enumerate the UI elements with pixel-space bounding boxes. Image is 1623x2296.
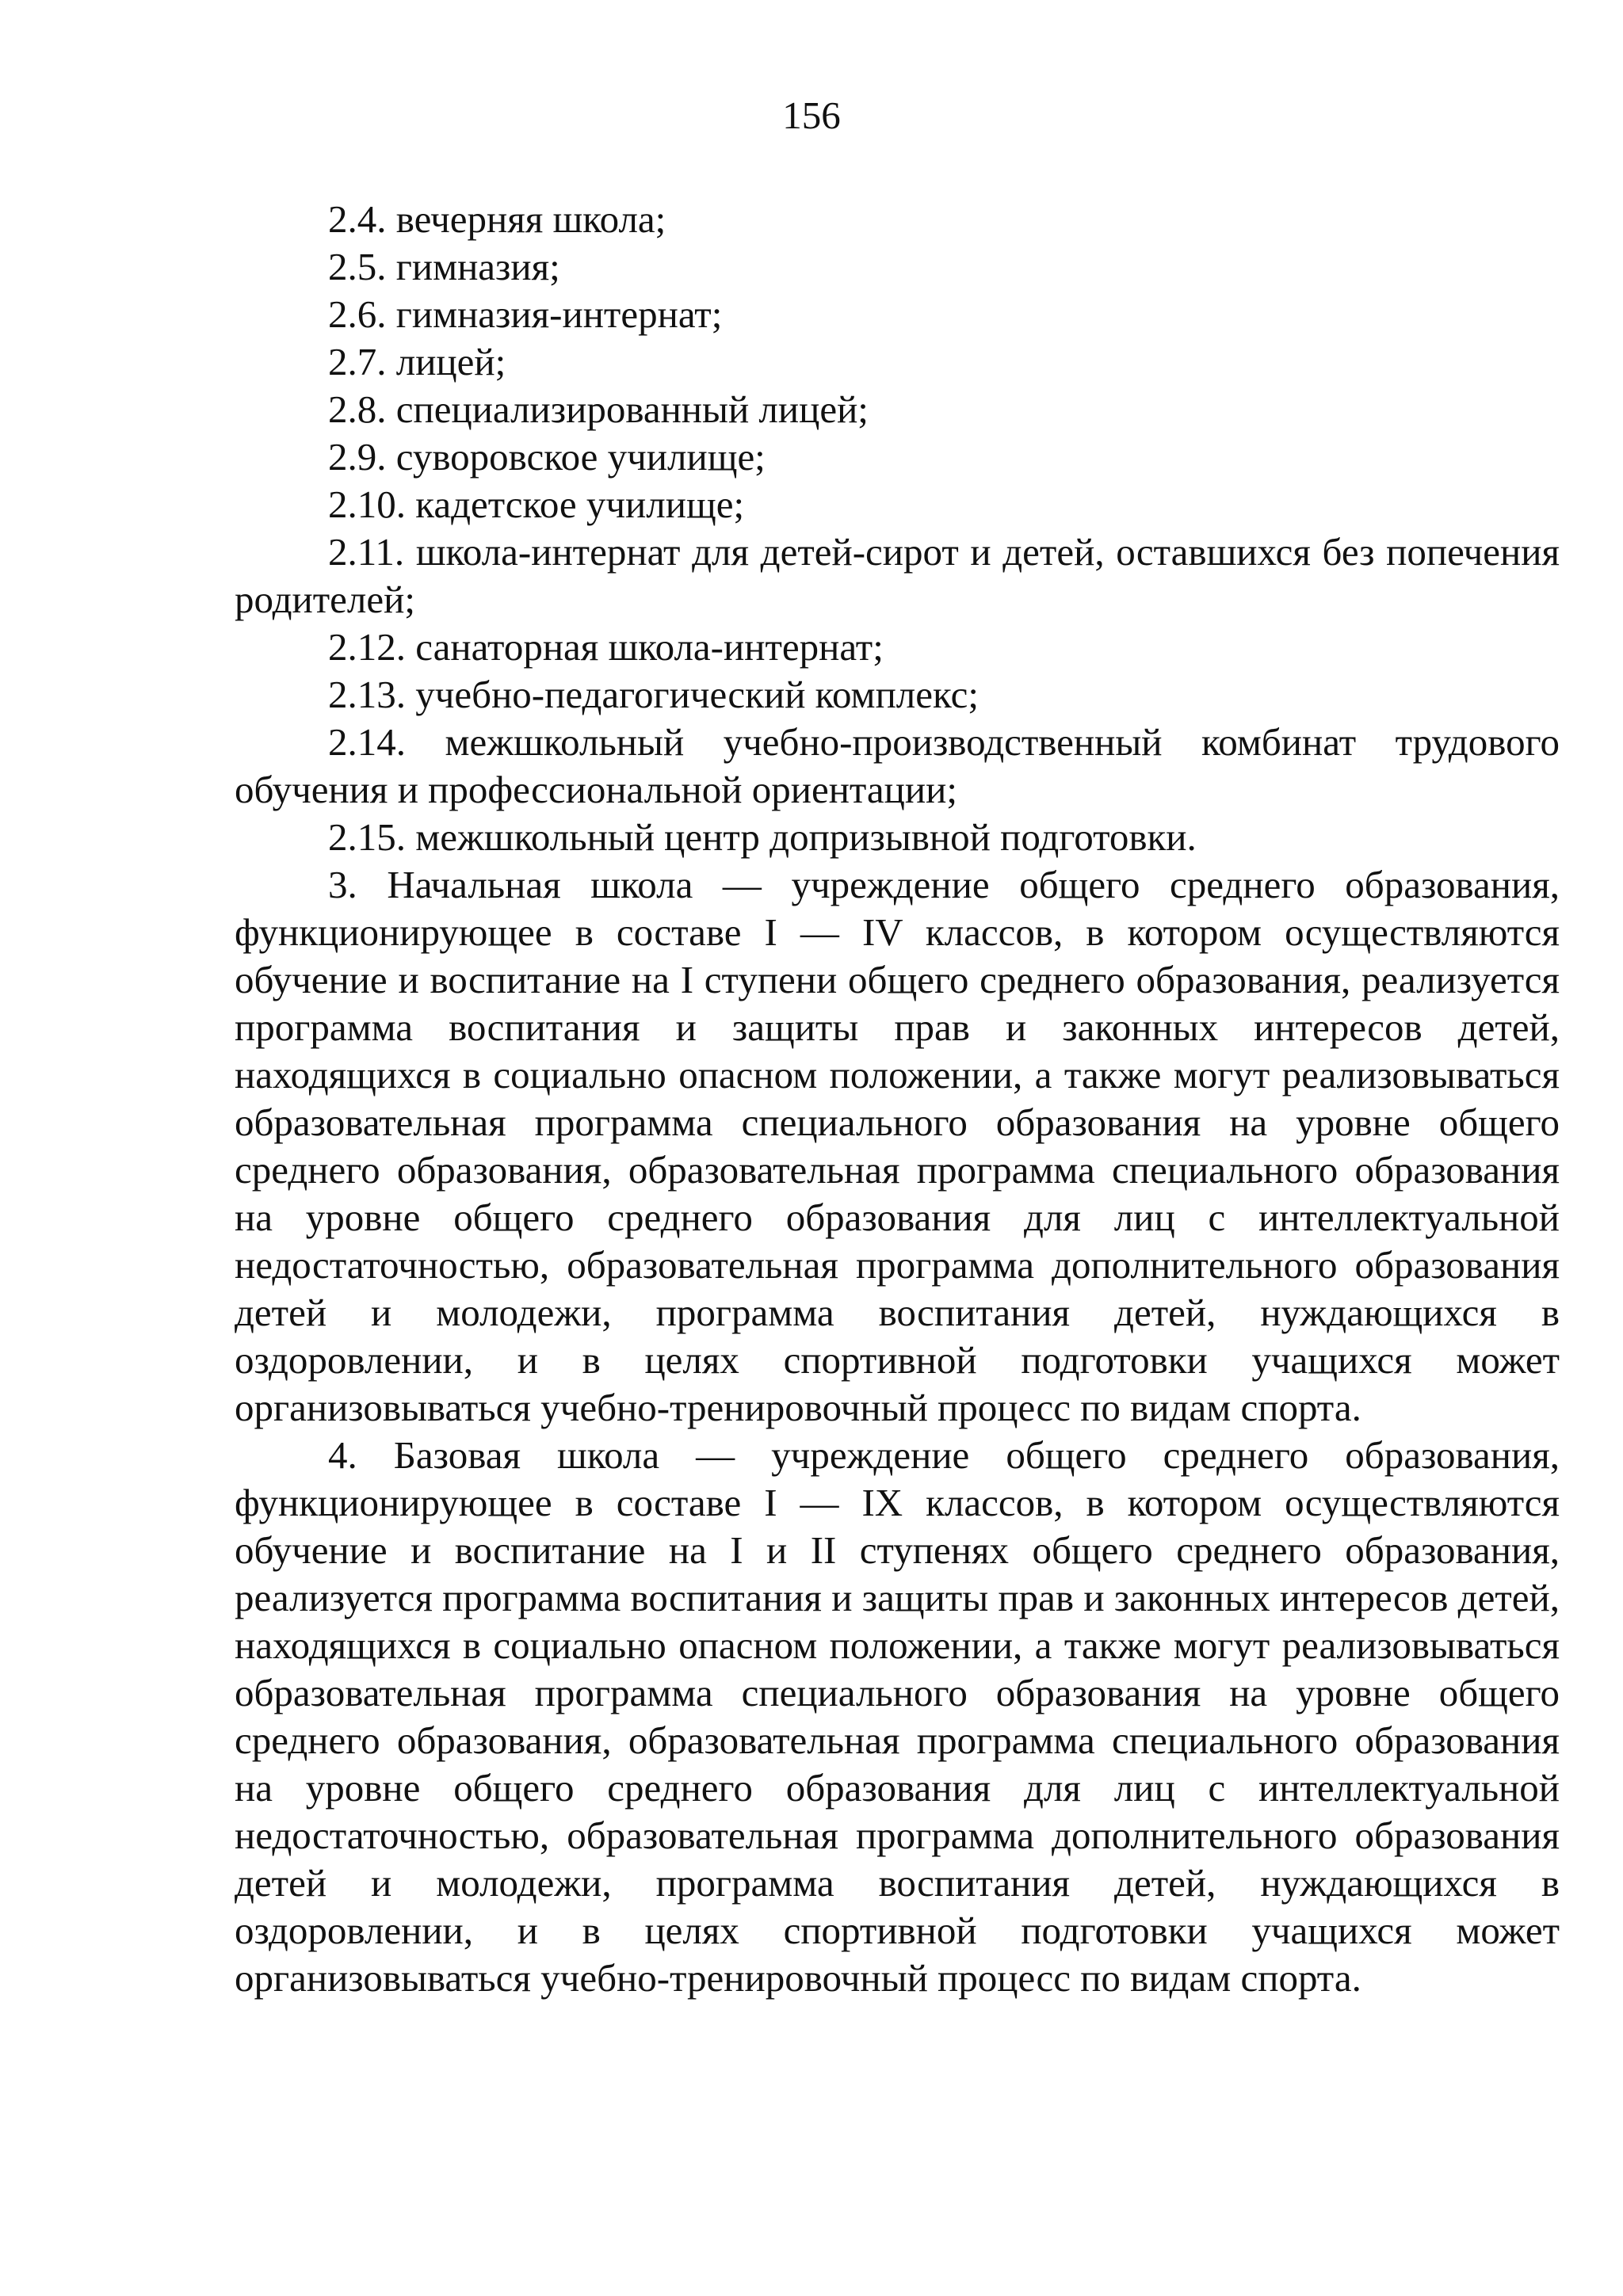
list-item-2-8: 2.8. специализированный лицей; bbox=[328, 387, 869, 431]
list-item-2-13: 2.13. учебно-педагогический комплекс; bbox=[328, 673, 979, 716]
list-item-2-5: 2.5. гимназия; bbox=[328, 245, 560, 288]
paragraph-3-primary-school: 3. Начальная школа — учреждение общего среднего образования, функционирующее в составе I — IV классов, в котором осуществляются обучение и воспитание на I ступени общего среднего образования, реализуется программа воспитания и защиты прав и законных интересов детей, находящихся в социально опасном положении, а также могут реализовываться образовательная программа специального образования на уровне общего среднего образования, образовательная программа специального образования на уровне общего среднего образования для лиц с интеллектуальной недостаточностью, образовательная программа дополнительного образования детей и молодежи, программа воспитания детей, нуждающихся в оздоровлении, и в целях спортивной подготовки учащихся может организовываться учебно-тренировочный процесс по видам спорта. bbox=[235, 863, 1560, 1429]
list-item-2-11: 2.11. школа-интернат для детей-сирот и детей, оставшихся без попечения родителей; bbox=[235, 530, 1560, 621]
list-item-2-9: 2.9. суворовское училище; bbox=[328, 435, 766, 479]
list-item-2-15: 2.15. межшкольный центр допризывной подготовки. bbox=[328, 815, 1197, 859]
list-item-2-12: 2.12. санаторная школа-интернат; bbox=[328, 625, 884, 669]
list-item-2-6: 2.6. гимназия-интернат; bbox=[328, 292, 723, 336]
list-item-2-10: 2.10. кадетское училище; bbox=[328, 482, 745, 526]
list-item-2-4: 2.4. вечерняя школа; bbox=[328, 197, 666, 241]
list-item-2-14: 2.14. межшкольный учебно-производственный комбинат трудового обучения и профессиональной ориентации; bbox=[235, 720, 1560, 811]
document-body bbox=[235, 196, 1560, 2002]
list-item-2-7: 2.7. лицей; bbox=[328, 340, 506, 383]
paragraph-4-basic-school: 4. Базовая школа — учреждение общего среднего образования, функционирующее в составе I — IX классов, в котором осуществляются обучение и воспитание на I и II ступенях общего среднего образования, реализуется программа воспитания и защиты прав и законных интересов детей, находящихся в социально опасном положении, а также могут реализовываться образовательная программа специального образования на уровне общего среднего образования, образовательная программа специального образования на уровне общего среднего образования для лиц с интеллектуальной недостаточностью, образовательная программа дополнительного образования детей и молодежи, программа воспитания детей, нуждающихся в оздоровлении, и в целях спортивной подготовки учащихся может организовываться учебно-тренировочный процесс по видам спорта. bbox=[235, 1433, 1560, 2000]
page-number: 156 bbox=[782, 93, 841, 137]
